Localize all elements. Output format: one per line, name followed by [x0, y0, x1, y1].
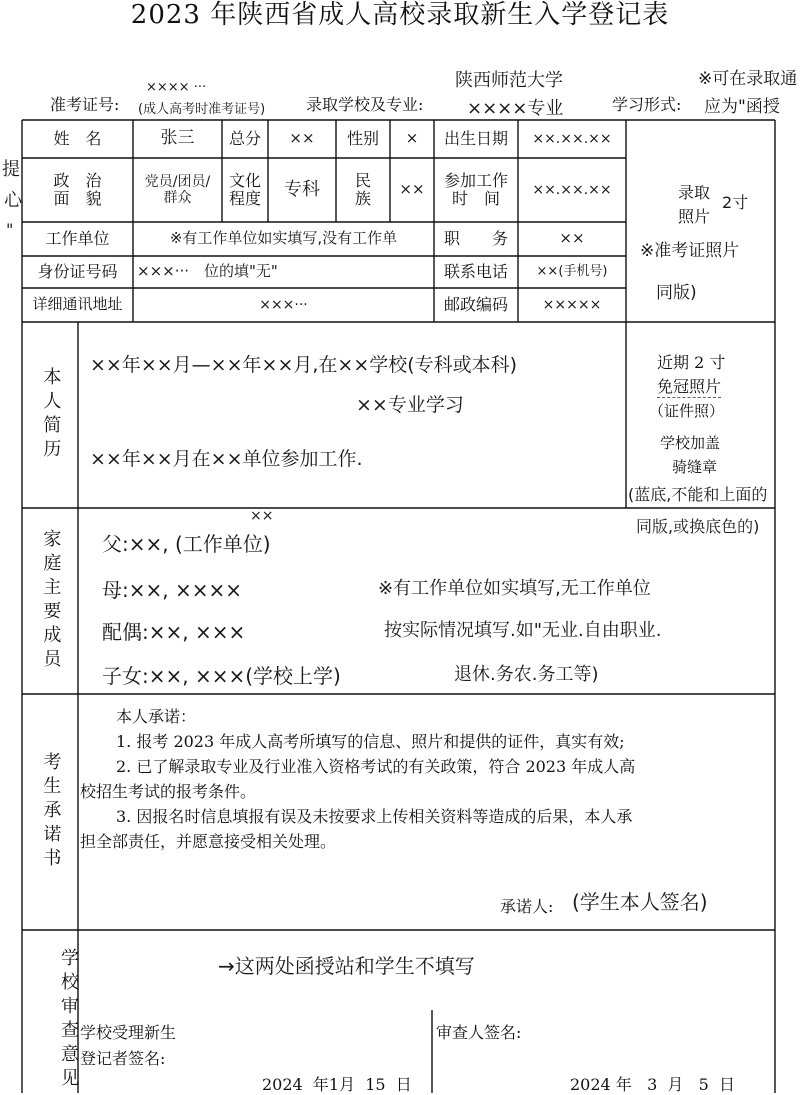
id-label: 身份证号码: [37, 261, 118, 281]
pledge-intro: 本人承诺：: [116, 707, 197, 726]
political-label: 政 治 面 貌: [53, 170, 102, 208]
education-label: 文化 程度: [228, 170, 261, 208]
position-label: 职 务: [443, 228, 508, 248]
gender-value: ×: [405, 129, 419, 148]
name-label: 姓 名: [53, 128, 102, 148]
margin-note: ": [6, 220, 14, 239]
recent-photo-label: 骑缝章: [672, 458, 718, 476]
signer-label: 承诺人:: [500, 897, 554, 916]
signer-handwriting: (学生本人签名): [572, 890, 708, 914]
recent-photo-label: 免冠照片: [657, 374, 721, 398]
family-member: 父:××, (工作单位): [102, 532, 271, 556]
postcode-value: ×××××: [542, 296, 602, 313]
ethnic-label: 民 族: [354, 170, 371, 208]
pledge-item: 担全部责任，并愿意接受相关处理。: [80, 832, 337, 851]
pledge-label: 考生承诺书: [40, 752, 62, 872]
work-start-label: 参加工作 时 间: [443, 170, 508, 208]
family-note: ※有工作单位如实填写,无工作单位: [378, 578, 651, 599]
photo-note-handwriting: 同版): [656, 283, 697, 303]
phone-value: ××(手机号): [536, 263, 608, 279]
pledge-item: 1. 报考 2023 年成人高考所填写的信息、照片和提供的证件，真实有效;: [116, 732, 625, 751]
postcode-label: 邮政编码: [443, 294, 508, 314]
name-value: 张三: [160, 128, 195, 149]
birth-value: ××.××.××: [532, 130, 612, 147]
margin-note: 心: [4, 190, 22, 211]
review-handwriting-note: →这两处函授站和学生不填写: [218, 954, 475, 978]
registrar-label: 学校受理新生: [80, 1023, 177, 1042]
registrar-label: 登记者签名:: [80, 1049, 166, 1068]
school-label: 录取学校及专业:: [306, 95, 424, 114]
photo-size-handwriting: 2寸: [722, 193, 749, 212]
exam-no-handwriting: ×××× ···: [146, 80, 207, 95]
corner-note-handwriting: ※可在录取通: [698, 69, 798, 89]
family-member: 子女:××, ×××(学校上学): [102, 664, 341, 688]
recent-photo-label: 学校加盖: [660, 434, 721, 452]
photo-label: 录取: [678, 183, 711, 202]
address-label: 详细通讯地址: [32, 295, 123, 314]
work-start-value: ××.××.××: [532, 181, 612, 198]
address-value: ×××···: [259, 296, 308, 313]
photo-label: 照片: [678, 207, 711, 226]
id-value: ×××··· 位的填"无": [137, 262, 278, 281]
family-note: 退休.务农.务工等): [454, 664, 599, 685]
family-handwriting: ××: [250, 508, 274, 524]
pledge-item: 校招生考试的报考条件。: [80, 782, 257, 801]
page-title: 2023 年陕西省成人高校录取新生入学登记表: [130, 0, 670, 30]
photo-background-note: (蓝底,不能和上面的: [628, 485, 768, 504]
study-mode-handwriting: 应为"函授: [704, 97, 780, 117]
birth-label: 出生日期: [443, 128, 508, 148]
resume-label: 本人简历: [40, 367, 62, 463]
employer-label: 工作单位: [45, 228, 110, 248]
exam-no-label: 准考证号:: [50, 95, 120, 114]
position-value: ××: [559, 229, 585, 248]
registrar-date: 2024 年1月 15 日: [262, 1075, 412, 1094]
photo-note-handwriting: ※准考证照片: [640, 241, 740, 261]
resume-line: ××年××月在××单位参加工作.: [90, 448, 363, 470]
family-member: 配偶:××, ×××: [102, 620, 246, 644]
pledge-item: 2. 已了解录取专业及行业准入资格考试的有关政策，符合 2023 年成人高: [116, 757, 636, 776]
major-handwriting: ××××专业: [467, 98, 564, 119]
pledge-item: 3. 因报名时信息填报有误及未按要求上传相关资料等造成的后果，本人承: [116, 807, 633, 826]
phone-label: 联系电话: [443, 261, 508, 281]
ethnic-value: ××: [399, 180, 425, 199]
pledge-text: [80, 704, 772, 854]
photo-background-note: 同版,或换底色的): [636, 517, 760, 536]
recent-photo-label: 近期 2 寸: [657, 353, 726, 372]
margin-note: 提: [2, 159, 20, 180]
school-handwriting: 陕西师范大学: [455, 70, 563, 91]
exam-no-note: (成人高考时准考证号): [138, 102, 266, 117]
political-value: 党员/团员/ 群众: [144, 173, 211, 206]
education-value: 专科: [284, 178, 320, 200]
resume-line: ××年××月—××年××月,在××学校(专科或本科): [90, 354, 518, 376]
review-label: 学校审查意见: [58, 947, 79, 1092]
family-member: 母:××, ××××: [102, 578, 242, 602]
family-note: 按实际情况填写.如"无业.自由职业.: [384, 620, 662, 641]
gender-label: 性别: [346, 128, 379, 148]
study-mode-label: 学习形式:: [612, 95, 682, 114]
family-label: 家庭主要成员: [40, 529, 62, 673]
score-value: ××: [289, 129, 315, 148]
resume-line: ××专业学习: [356, 394, 464, 416]
score-label: 总分: [228, 128, 261, 148]
reviewer-date: 2024 年 3 月 5 日: [570, 1075, 736, 1094]
reviewer-label: 审查人签名:: [436, 1023, 522, 1042]
employer-value: ※有工作单位如实填写,没有工作单: [169, 229, 398, 248]
recent-photo-label: （证件照）: [649, 402, 725, 420]
